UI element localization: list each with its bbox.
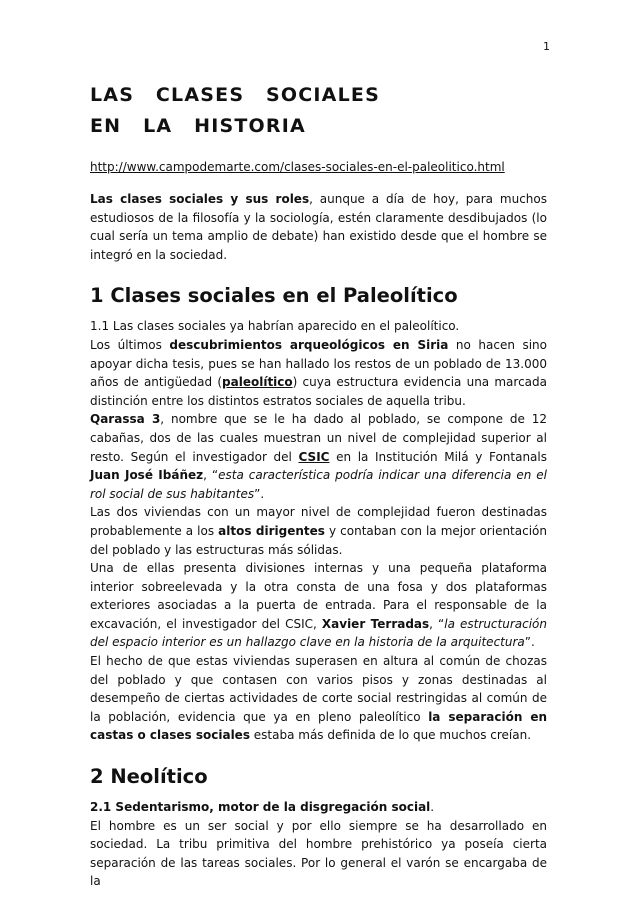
title-line-1: LAS CLASES SOCIALES xyxy=(90,84,380,106)
text: en la Institución Milá y Fontanals xyxy=(329,449,547,464)
text: , nombre que se le ha dado al poblado, se compone de 12 cabañas, dos de las cuales muestran un nivel de complejidad superior al resto. Según el investigador del xyxy=(90,412,547,464)
section-1-paragraph-3 xyxy=(90,503,547,559)
section-2-subheading xyxy=(90,798,547,817)
bold-text: Xavier Terradas xyxy=(321,616,430,631)
bold-text: Qarassa 3 xyxy=(90,412,161,427)
text: . xyxy=(430,800,435,815)
section-1-paragraph-4 xyxy=(90,559,547,652)
section-1-paragraph-1 xyxy=(90,336,547,410)
bold-text: altos dirigentes xyxy=(218,523,325,538)
source-link[interactable]: http://www.campodemarte.com/clases-sociales-en-el-paleolitico.html xyxy=(90,160,505,174)
page-content xyxy=(90,80,547,891)
text: El hecho de que estas viviendas superasen en altura al común de chozas del poblado y que contasen con varios pisos y zonas destinadas al desempeño de ciertas actividades de corte social restringidas al común de la población, evidencia que ya en pleno paleolítico xyxy=(90,654,547,724)
text: Las dos viviendas con un mayor nivel de complejidad fueron destinadas probablemente a los xyxy=(90,505,547,538)
intro-text: , aunque a día de hoy, para muchos estudiosos de la filosofía y la sociología, estén claramente desdibujados (lo cual sería un tema amplio de debate) han existido desde que el hombre se integró en la sociedad. xyxy=(90,192,547,262)
text: ) cuya estructura evidencia una marcada distinción entre los distintos estratos sociales de aquella tribu. xyxy=(90,375,547,408)
title-line-2: EN LA HISTORIA xyxy=(90,115,306,137)
text: estaba más definida de lo que muchos creían. xyxy=(249,728,532,743)
text: y contaban con la mejor orientación del poblado y las estructuras más sólidas. xyxy=(90,523,547,557)
csic-link[interactable]: CSIC xyxy=(298,449,330,464)
quote-text: esta característica podría indicar una diferencia en el rol social de sus habitantes xyxy=(90,468,547,501)
page-number: 1 xyxy=(543,40,550,53)
section-1-paragraph-2 xyxy=(90,410,547,503)
bold-text: 2.1 Sedentarismo, motor de la disgregación social xyxy=(90,800,431,815)
text: Los últimos xyxy=(90,337,170,352)
text: Una de ellas presenta divisiones internas y una pequeña plataforma interior sobreelevada y la otra consta de una fosa y dos plataformas exteriores asociadas a la puerta de entrada. Para el responsable de la excavación, el investigador del CSIC, xyxy=(90,561,547,631)
section-1-heading: 1 Clases sociales en el Paleolítico xyxy=(90,284,458,308)
paleolitico-link[interactable]: paleolítico xyxy=(222,375,293,390)
bold-text: descubrimientos arqueológicos en Siria xyxy=(169,337,449,352)
text: , “ xyxy=(203,468,219,483)
intro-paragraph xyxy=(90,190,547,264)
source-url xyxy=(90,158,547,176)
document-title xyxy=(90,80,547,142)
bold-text: la separación en castas o clases sociales xyxy=(90,709,548,743)
section-2-paragraph-1: El hombre es un ser social y por ello siempre se ha desarrollado en sociedad. La tribu primitiva del hombre prehistórico ya poseía cierta separación de las tareas sociales. Por lo general el varón se encargaba de la xyxy=(90,818,547,889)
bold-text: Juan José Ibáñez xyxy=(90,468,204,483)
text: , “ xyxy=(429,616,445,631)
intro-bold: Las clases sociales y sus roles xyxy=(90,192,310,206)
section-1-paragraph-5 xyxy=(90,652,547,745)
section-1-subheading: 1.1 Las clases sociales ya habrían aparecido en el paleolítico. xyxy=(90,319,460,334)
quote-text: la estructuración del espacio interior es un hallazgo clave en la historia de la arquitectura xyxy=(90,616,547,650)
section-2-heading: 2 Neolítico xyxy=(90,765,208,789)
text: no hacen sino apoyar dicha tesis, pues se han hallado los restos de un poblado de 13.000 años de antigüedad ( xyxy=(90,337,548,390)
text: ”. xyxy=(254,486,265,501)
text: ”. xyxy=(524,635,535,650)
